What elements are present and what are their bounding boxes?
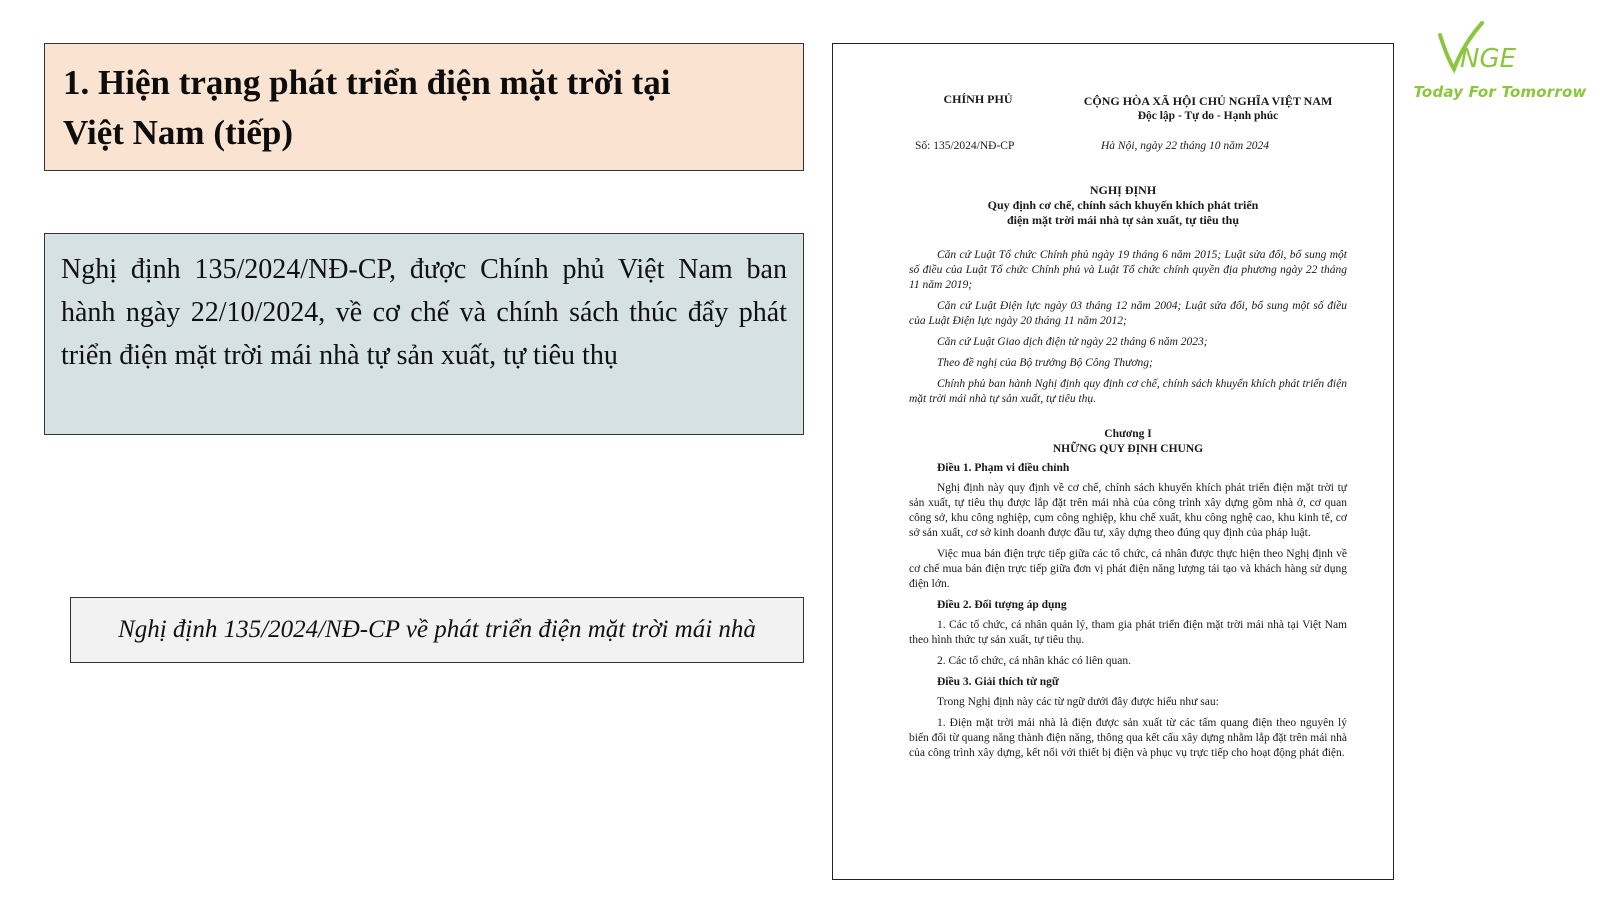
doc-paragraph: 1. Điện mặt trời mái nhà là điện được sản xuất từ các tấm quang điện theo nguyên lý biến đổi từ quang năng thành điện năng, thông qua kết cấu xây dựng nhằm lắp đặt trên mái nhà của công trình xây dựng, kết nối với thiết bị điện và phục vụ trực tiếp cho hoạt động phát điện. bbox=[909, 717, 1347, 759]
doc-body bbox=[909, 248, 1347, 767]
doc-issuer: CHÍNH PHỦ bbox=[943, 92, 1013, 106]
doc-motto: Độc lập - Tự do - Hạnh phúc bbox=[1137, 110, 1279, 122]
summary-box bbox=[44, 233, 804, 435]
doc-number: Số: 135/2024/NĐ-CP bbox=[915, 140, 1015, 152]
doc-article-title: Điều 1. Phạm vi điều chỉnh bbox=[937, 462, 1070, 474]
doc-subject-line2: điện mặt trời mái nhà tự sản xuất, tự tiêu thụ bbox=[1006, 213, 1240, 227]
doc-chapter-title: NHỮNG QUY ĐỊNH CHUNG bbox=[1052, 443, 1204, 455]
doc-subject-line1: Quy định cơ chế, chính sách khuyến khích phát triển bbox=[987, 198, 1259, 212]
doc-paragraph: 2. Các tổ chức, cá nhân khác có liên quan. bbox=[937, 655, 1131, 667]
doc-date: Hà Nội, ngày 22 tháng 10 năm 2024 bbox=[1101, 140, 1270, 152]
logo-tagline: Today For Tomorrow bbox=[1413, 83, 1587, 101]
doc-paragraph: Nghị định này quy định về cơ chế, chính sách khuyến khích phát triển điện mặt trời tự sản xuất, tự tiêu thụ được lắp đặt trên mái nhà của công trình xây dựng gồm nhà ở, cơ quan công sở, khu công nghiệp, cụm công nghiệp, khu chế xuất, khu công nghệ cao, khu kinh tế, cơ sở sản xuất, cơ sở kinh doanh được đầu tư, xây dựng theo đúng quy định của pháp luật. bbox=[909, 482, 1347, 539]
doc-national-header bbox=[1058, 94, 1358, 124]
slide-title-box bbox=[44, 43, 804, 171]
caption-text: Nghị định 135/2024/NĐ-CP về phát triển điện mặt trời mái nhà bbox=[118, 616, 756, 643]
slide-title bbox=[63, 58, 785, 158]
doc-nation: CỘNG HÒA XÃ HỘI CHỦ NGHĨA VIỆT NAM bbox=[1083, 94, 1333, 108]
doc-chapter: Chương I bbox=[1104, 428, 1152, 440]
doc-paragraph: Việc mua bán điện trực tiếp giữa các tổ chức, cá nhân được thực hiện theo Nghị định về cơ chế mua bán điện trực tiếp giữa đơn vị phát điện năng lượng tái tạo và khách hàng sử dụng điện lớn. bbox=[909, 548, 1347, 590]
slide-title-line1: 1. Hiện trạng phát triển điện mặt trời tại bbox=[63, 63, 671, 102]
doc-decree-title bbox=[893, 183, 1353, 228]
doc-article-title: Điều 2. Đối tượng áp dụng bbox=[937, 599, 1067, 611]
doc-paragraph: Trong Nghị định này các từ ngữ dưới đây được hiểu như sau: bbox=[937, 696, 1219, 708]
vnge-logo bbox=[1410, 15, 1590, 105]
caption-box bbox=[70, 597, 804, 663]
doc-basis: Theo đề nghị của Bộ trưởng Bộ Công Thương; bbox=[937, 357, 1153, 369]
doc-basis: Chính phủ ban hành Nghị định quy định cơ chế, chính sách khuyến khích phát triển điện mặt trời mái nhà tự sản xuất, tự tiêu thụ. bbox=[909, 378, 1347, 405]
doc-paragraph: 1. Các tổ chức, cá nhân quản lý, tham gia phát triển điện mặt trời mái nhà tại Việt Nam theo hình thức tự sản xuất, tự tiêu thụ. bbox=[909, 619, 1347, 646]
decree-document-image bbox=[832, 43, 1394, 880]
svg-text:NGE: NGE bbox=[1460, 44, 1517, 74]
doc-basis: Căn cứ Luật Tổ chức Chính phủ ngày 19 tháng 6 năm 2015; Luật sửa đổi, bổ sung một số điều của Luật Tổ chức Chính phủ và Luật Tổ chức chính quyền địa phương ngày 22 tháng 11 năm 2019; bbox=[909, 249, 1347, 291]
summary-text: Nghị định 135/2024/NĐ-CP, được Chính phủ Việt Nam ban hành ngày 22/10/2024, về cơ chế và chính sách thúc đẩy phát triển điện mặt trời mái nhà tự sản xuất, tự tiêu thụ bbox=[61, 254, 787, 371]
doc-basis: Căn cứ Luật Giao dịch điện tử ngày 22 tháng 6 năm 2023; bbox=[937, 336, 1208, 348]
slide-title-line2: Việt Nam (tiếp) bbox=[63, 113, 294, 152]
doc-type: NGHỊ ĐỊNH bbox=[1089, 183, 1157, 197]
doc-basis: Căn cứ Luật Điện lực ngày 03 tháng 12 năm 2004; Luật sửa đổi, bổ sung một số điều của Luật Điện lực ngày 20 tháng 11 năm 2012; bbox=[909, 300, 1347, 327]
doc-article-title: Điều 3. Giải thích từ ngữ bbox=[937, 676, 1059, 688]
vnge-logo-mark-icon bbox=[1410, 15, 1590, 81]
